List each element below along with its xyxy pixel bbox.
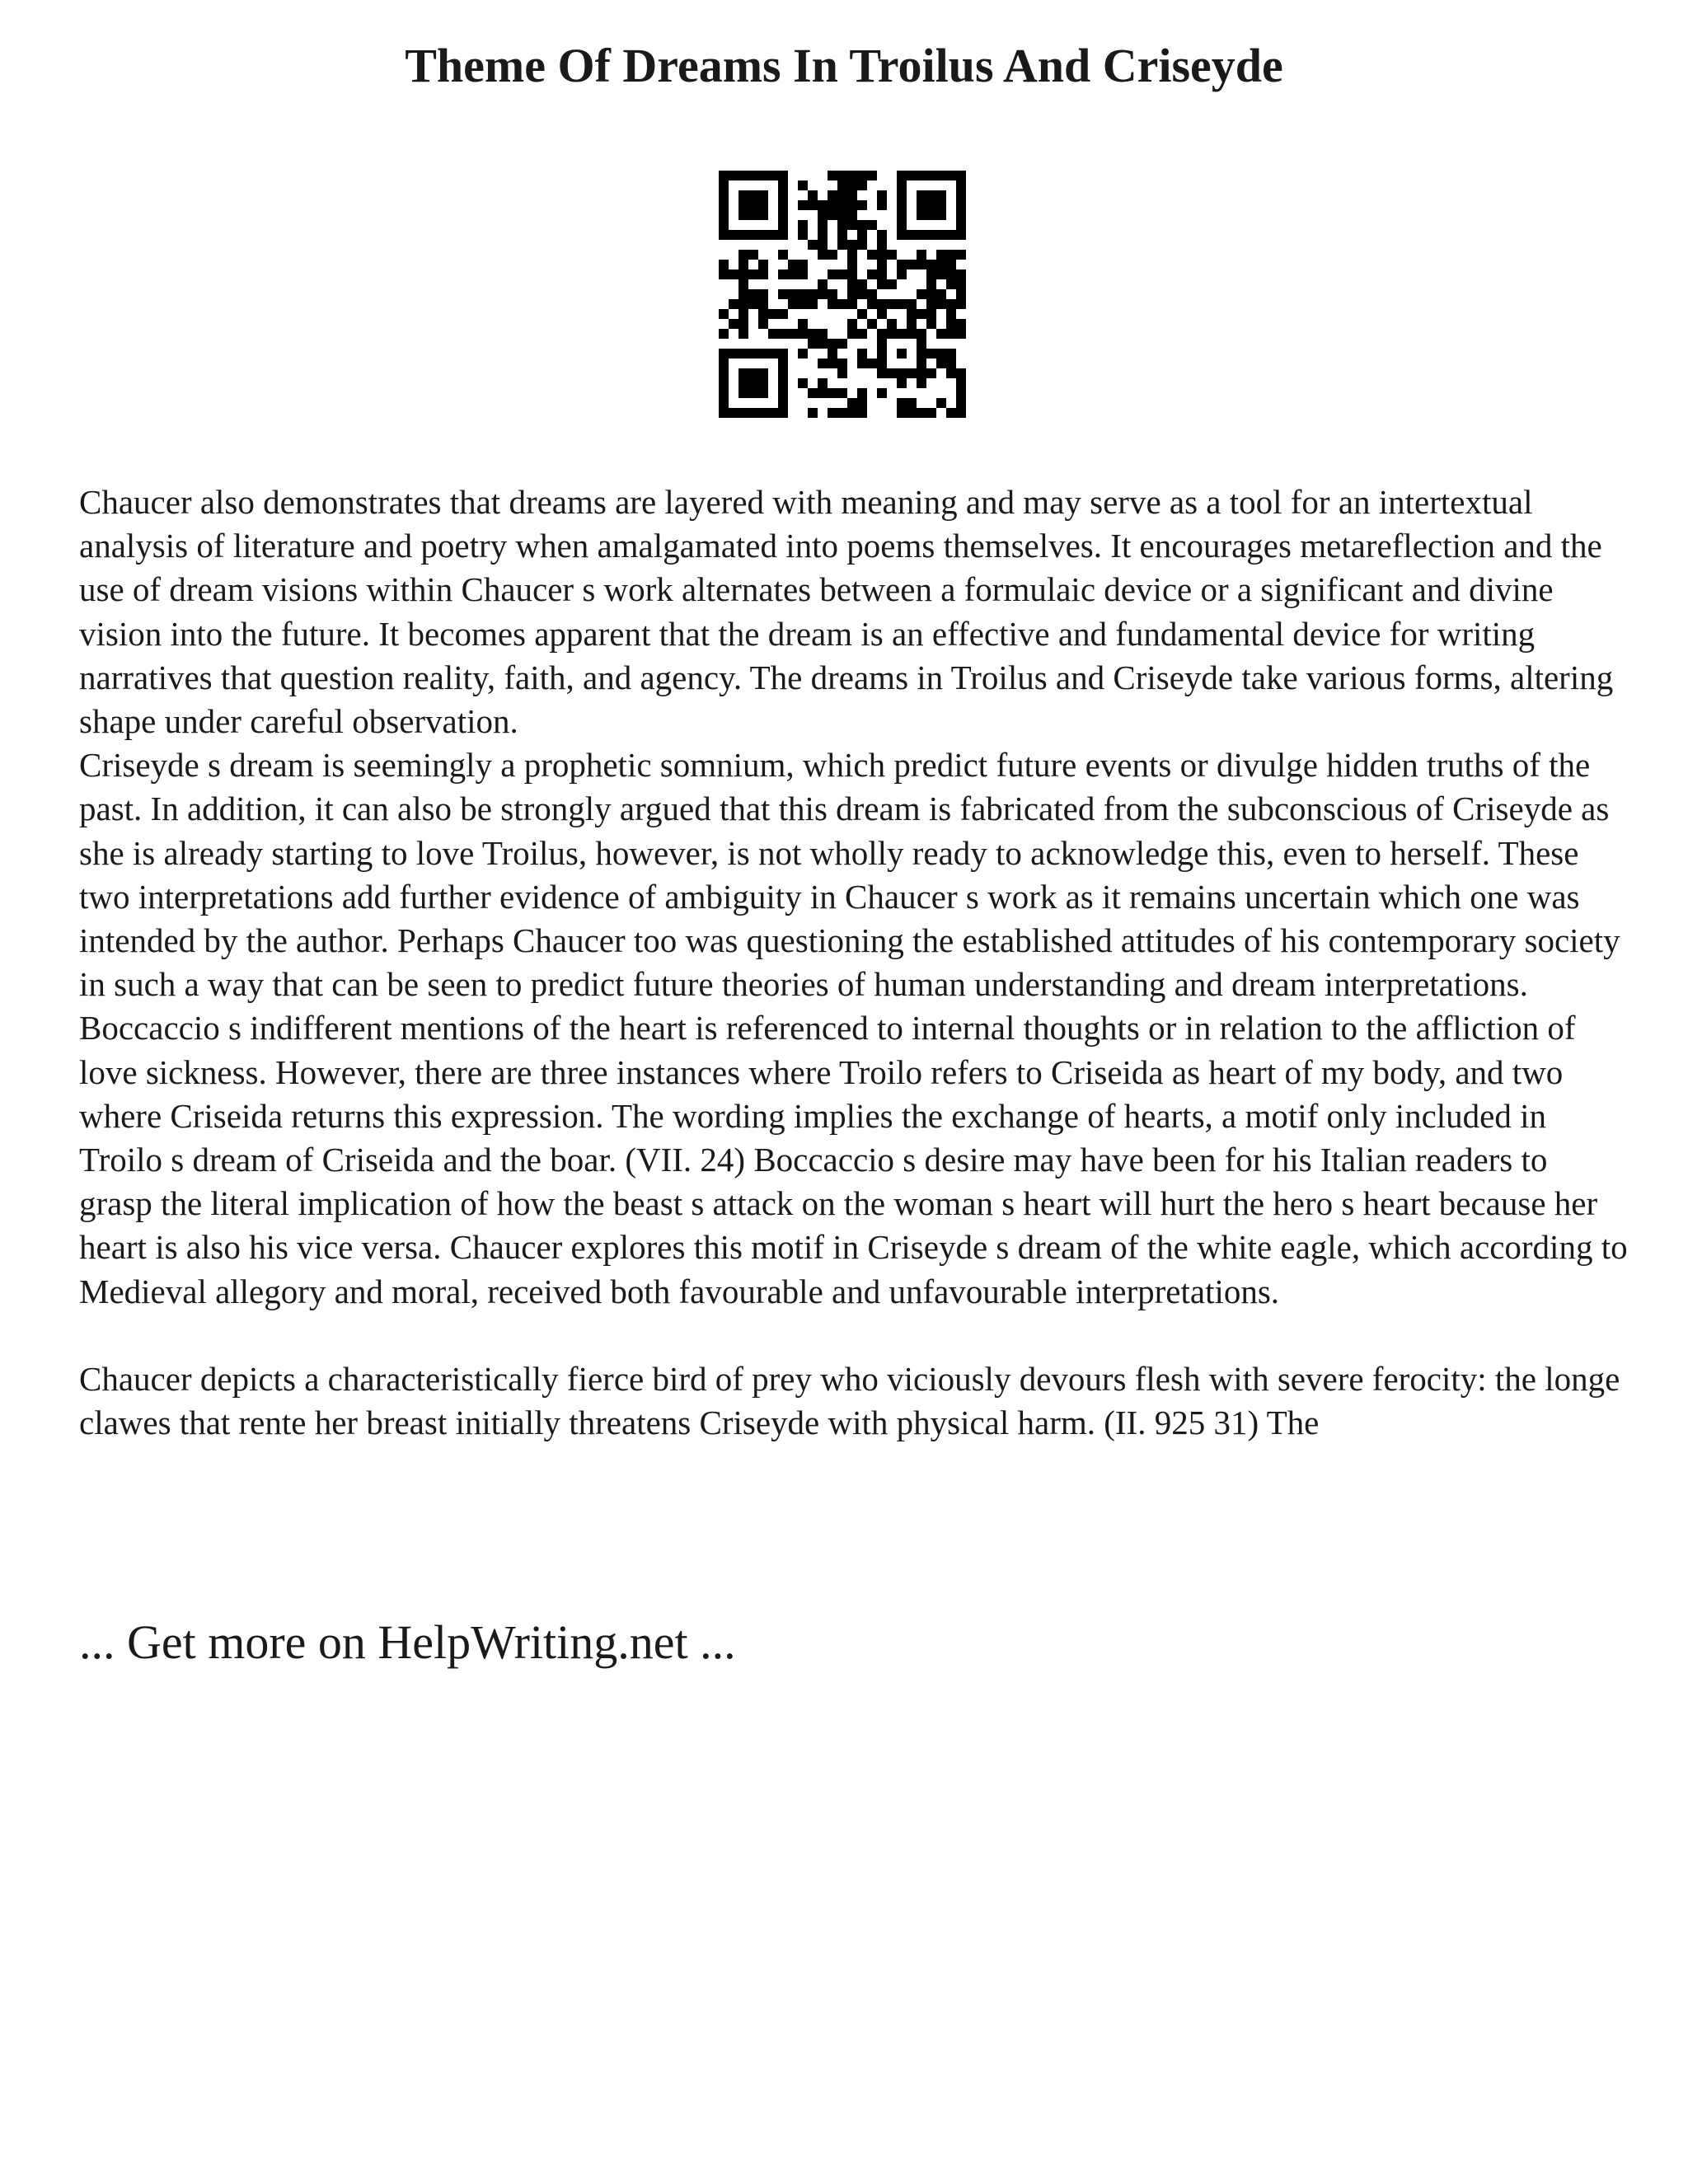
qr-code-icon <box>719 171 966 418</box>
document-title: Theme Of Dreams In Troilus And Criseyde <box>405 39 1283 92</box>
get-more-link[interactable]: ... Get more on HelpWriting.net ... <box>79 1615 736 1669</box>
qr-code[interactable] <box>719 171 966 418</box>
paragraph: Chaucer also demonstrates that dreams are layered with meaning and may serve as a tool for an intertextual analysis of literature and poetry when amalgamated into poems themselves. It encourages metareflection and the use of dream visions within Chaucer s work alternates between a formulaic device or a significant and divine vision into the future. It becomes apparent that the dream is an effective and fundamental device for writing narratives that question reality, faith, and agency. The dreams in Troilus and Criseyde take various forms, altering shape under careful observation. <box>79 483 1614 741</box>
document-body <box>79 480 1629 1445</box>
paragraph: Criseyde s dream is seemingly a prophetic somnium, which predict future events or divulge hidden truths of the past. In addition, it can also be strongly argued that this dream is fabricated from the subconscious of Criseyde as she is already starting to love Troilus, however, is not wholly ready to acknowledge this, even to herself. These two interpretations add further evidence of ambiguity in Chaucer s work as it remains uncertain which one was intended by the author. Perhaps Chaucer too was questioning the established attitudes of his contemporary society in such a way that can be seen to predict future theories of human understanding and dream interpretations. <box>79 746 1620 1004</box>
paragraph: Chaucer depicts a characteristically fierce bird of prey who viciously devours flesh with severe ferocity: the longe clawes that rente her breast initially threatens Criseyde with physical harm. (II. 925 31) The <box>79 1359 1620 1442</box>
paragraph: Boccaccio s indifferent mentions of the heart is referenced to internal thoughts or in relation to the affliction of love sickness. However, there are three instances where Troilo refers to Criseida as heart of my body, and two where Criseida returns this expression. The wording implies the exchange of hearts, a motif only included in Troilo s dream of Criseida and the boar. (VII. 24) Boccaccio s desire may have been for his Italian readers to grasp the literal implication of how the beast s attack on the woman s heart will hurt the hero s heart because her heart is also his vice versa. Chaucer explores this motif in Criseyde s dream of the white eagle, which according to Medieval allegory and moral, received both favourable and unfavourable interpretations. <box>79 1009 1628 1310</box>
